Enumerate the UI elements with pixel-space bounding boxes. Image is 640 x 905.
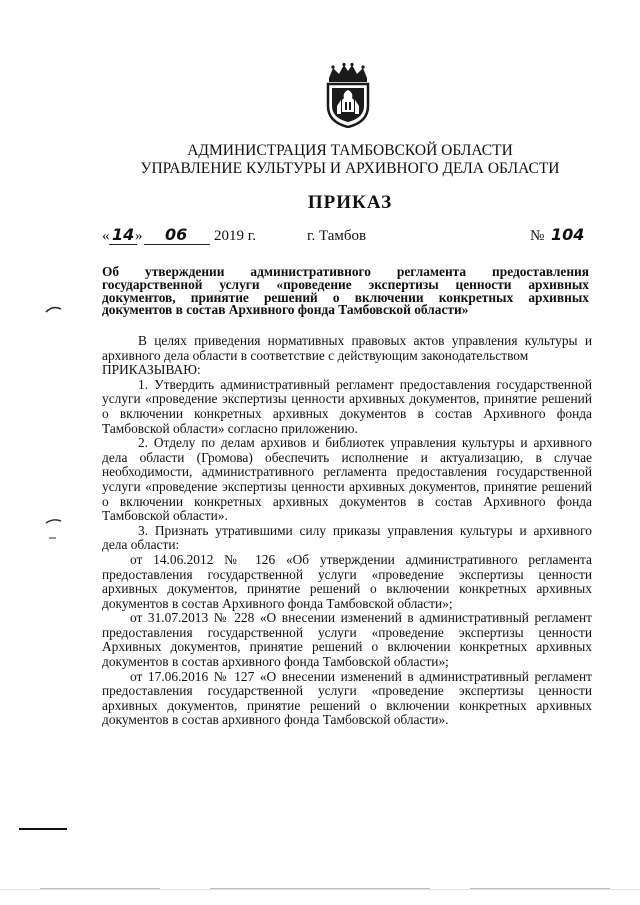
month-underline xyxy=(144,244,210,245)
margin-mark xyxy=(44,304,64,314)
order-number-label: № xyxy=(530,228,545,244)
city-name: г. Тамбов xyxy=(307,228,367,244)
margin-mark xyxy=(47,534,59,542)
document-title: ПРИКАЗ xyxy=(307,192,393,213)
scan-artifact xyxy=(210,888,430,889)
date-open-quote: « xyxy=(102,228,110,244)
organization-name: АДМИНИСТРАЦИЯ ТАМБОВСКОЙ ОБЛАСТИ xyxy=(187,142,513,159)
item-3: 3. Признать утратившими силу приказы управления культуры и архивного дела области: xyxy=(102,522,592,553)
order-number: 104 xyxy=(551,225,585,244)
revoked-order-1: от 14.06.2012 № 126 «Об утверждении административного регламента предоставления государственной услуги «проведение экспертизы ценности архивных документов, принятие решений о включении конкретных архивных документов в состав Архивного фонда Тамбовской области»; xyxy=(102,551,592,611)
tambov-coat-of-arms-icon xyxy=(323,62,373,128)
margin-stroke xyxy=(19,828,67,830)
margin-mark xyxy=(44,516,64,526)
date-close-quote: » xyxy=(135,228,143,244)
date-line xyxy=(102,225,592,250)
date-month: 06 xyxy=(165,225,188,244)
preamble: В целях приведения нормативных правовых актов управления культуры и архивного дела области в соответствие с действующим законодательством xyxy=(102,333,592,363)
day-underline xyxy=(109,244,137,245)
revoked-order-2: от 31.07.2013 № 228 «О внесении изменений в административный регламент предоставления государственной услуги «проведение экспертизы ценности Архивных документов, принятие решений о включении конкретных архивных документов в состав архивного фонда Тамбовской области»; xyxy=(102,610,592,670)
scan-edge xyxy=(0,889,640,890)
scan-artifact xyxy=(40,888,160,889)
department-name: УПРАВЛЕНИЕ КУЛЬТУРЫ И АРХИВНОГО ДЕЛА ОБЛАСТИ xyxy=(140,160,560,177)
order-subject: Об утверждении административного регламента предоставления государственной услуги «проведение экспертизы ценности архивных документов, принятие решений о включении конкретных архивных документов в состав Архивного фонда Тамбовской области» xyxy=(102,264,589,318)
item-1: 1. Утвердить административный регламент предоставления государственной услуги «проведение экспертизы ценности архивных документов, принятие решений о включении конкретных архивных документов в состав Архивного фонда Тамбовской области» согласно приложению. xyxy=(102,376,592,436)
date-year: 2019 г. xyxy=(214,228,256,244)
scan-artifact xyxy=(470,888,610,889)
order-word: ПРИКАЗЫВАЮ: xyxy=(102,362,201,378)
item-2: 2. Отделу по делам архивов и библиотек управления культуры и архивного дела области (Громова) обеспечить исполнение и актуализацию, в случае необходимости, административного регламента предоставления государственной услуги «проведение экспертизы ценности архивных документов, принятие решений о включении конкретных архивных документов в состав Архивного фонда Тамбовской области». xyxy=(102,435,592,524)
revoked-order-3: от 17.06.2016 № 127 «О внесении изменений в административный регламент предоставления государственной услуги «проведение экспертизы ценности архивных документов, принятие решений о включении конкретных архивных документов в состав архивного фонда Тамбовской области». xyxy=(102,668,592,728)
order-body xyxy=(102,334,592,728)
date-day: 14 xyxy=(112,225,135,244)
